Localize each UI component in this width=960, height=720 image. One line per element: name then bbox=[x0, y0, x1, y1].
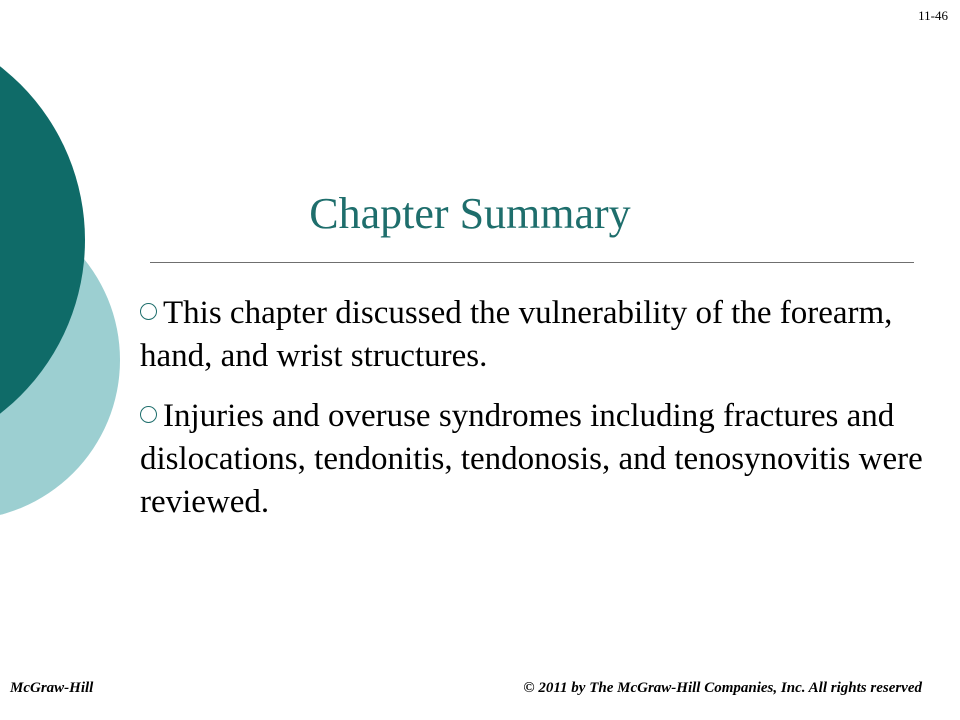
slide-number: 11-46 bbox=[918, 8, 948, 23]
title-divider bbox=[150, 262, 914, 263]
bullet-item bbox=[140, 395, 930, 524]
decorative-circles bbox=[0, 0, 160, 720]
bullet-text: This chapter discussed the vulnerability of the forearm, hand, and wrist structures. bbox=[140, 295, 893, 374]
hollow-circle-icon bbox=[140, 406, 157, 423]
footer-publisher: McGraw-Hill bbox=[10, 680, 94, 696]
bullet-item bbox=[140, 292, 930, 378]
bullet-list bbox=[140, 292, 930, 541]
bullet-text: Injuries and overuse syndromes including fractures and dislocations, tendonitis, tendonosis, and tenosynovitis were reviewed. bbox=[140, 398, 923, 520]
slide-title: Chapter Summary bbox=[309, 189, 631, 238]
footer-copyright: © 2011 by The McGraw-Hill Companies, Inc. All rights reserved bbox=[523, 680, 922, 696]
hollow-circle-icon bbox=[140, 303, 157, 320]
